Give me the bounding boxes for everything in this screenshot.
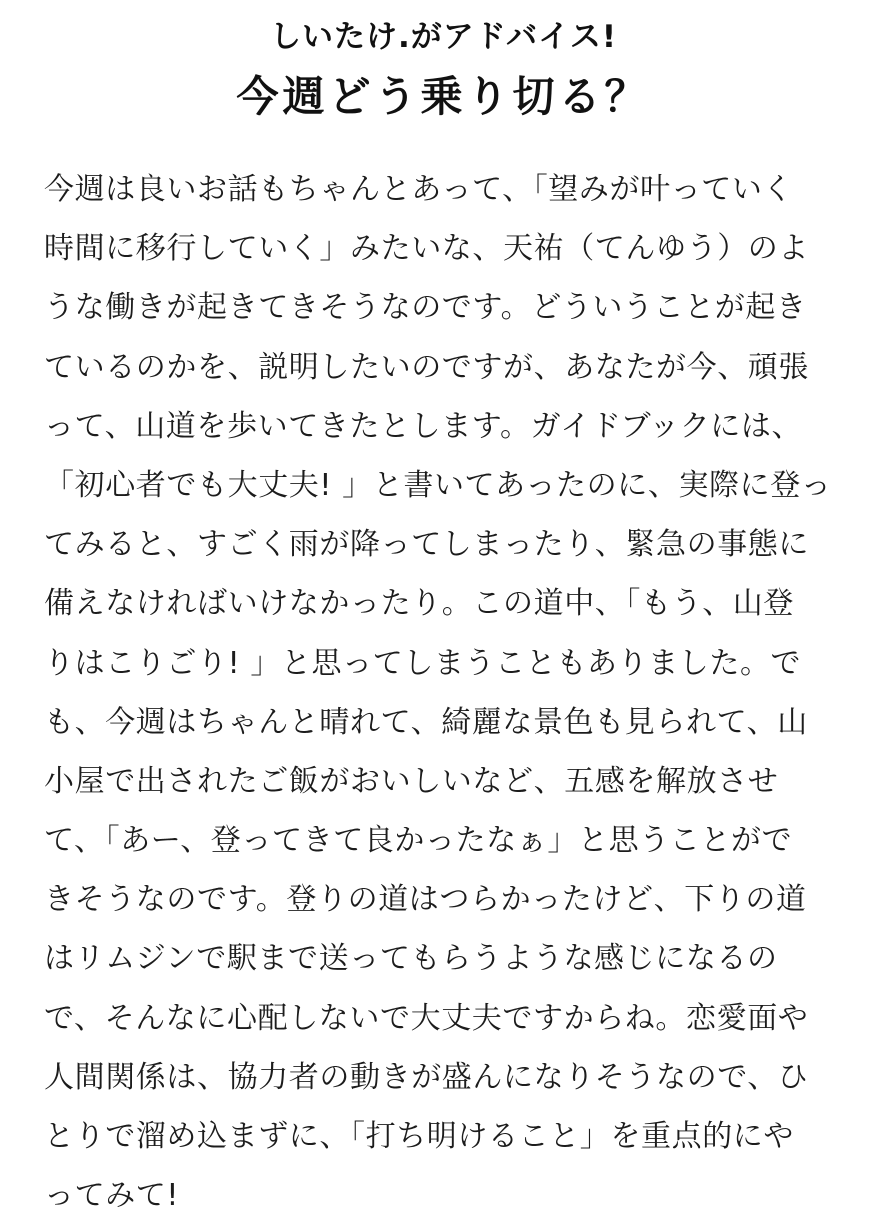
body-line: 「初心者でも大丈夫! 」と書いてあったのに、実際に登っ (44, 467, 832, 503)
body-line: うな働きが起きてきそうなのです。どういうことが起き (44, 290, 807, 326)
body-line: りはこりごり! 」と思ってしまうこともありました。で (44, 645, 802, 681)
body-line: 今週は良いお話もちゃんとあって、「望みが叶っていく (44, 172, 794, 207)
article-title: 今週どう乗り切る？ (236, 72, 651, 121)
body-line: きそうなのです。登りの道はつらかったけど、下りの道 (44, 882, 807, 918)
body-line: ているのかを、説明したいのですが、あなたが今、頑張 (44, 349, 809, 385)
body-line: 時間に移行していく」みたいな、天祐（てんゆう）のよ (44, 231, 809, 267)
body-line: 小屋で出されたご飯がおいしいなど、五感を解放させ (44, 763, 779, 799)
body-line: って、山道を歩いてきたとします。ガイドブックには、 (44, 408, 803, 444)
article-subtitle: しいたけ.がアドバイス! (270, 19, 617, 55)
body-line: も、今週はちゃんと晴れて、綺麗な景色も見られて、山 (44, 704, 808, 740)
body-line: 人間関係は、協力者の動きが盛んになりそうなので、ひ (44, 1059, 809, 1095)
body-line: はリムジンで駅まで送ってもらうような感じになるの (44, 941, 778, 977)
article-body (44, 160, 844, 1225)
body-line: ってみて! (44, 1178, 180, 1214)
body-line: 備えなければいけなかったり。この道中、「もう、山登 (44, 586, 794, 622)
body-line: で、そんなに心配しないで大丈夫ですからね。恋愛面や (44, 1000, 809, 1036)
article-header (0, 14, 887, 126)
body-line: てみると、すごく雨が降ってしまったり、緊急の事態に (44, 527, 809, 563)
body-line: て、「あー、登ってきて良かったなぁ」と思うことがで (44, 823, 793, 859)
body-line: とりで溜め込まずに、「打ち明けること」を重点的にや (44, 1119, 794, 1154)
